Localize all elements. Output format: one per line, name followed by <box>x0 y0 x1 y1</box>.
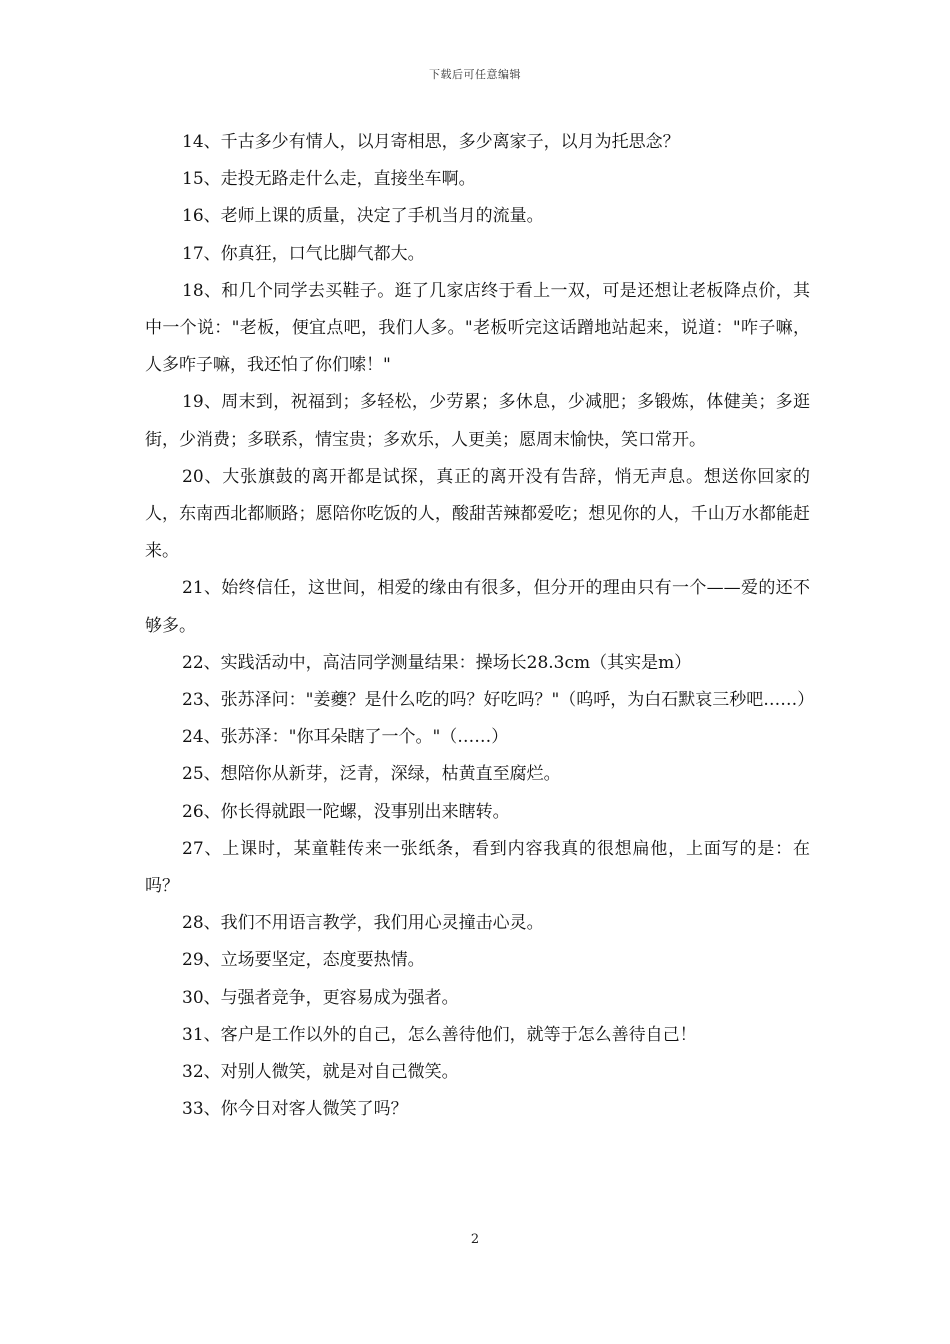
paragraph-23: 23、张苏泽问："姜夔？是什么吃的吗？好吃吗？"（呜呼，为白石默哀三秒吧……） <box>182 690 815 711</box>
paragraph-16: 16、老师上课的质量，决定了手机当月的流量。 <box>182 206 544 227</box>
paragraph-32: 32、对别人微笑，就是对自己微笑。 <box>182 1062 459 1083</box>
paragraph-19: 19、周末到，祝福到；多轻松，少劳累；多休息，少减肥；多锻炼，体健美；多逛街，少消费；多联系，情宝贵；多欢乐，人更美；愿周末愉快，笑口常开。 <box>145 392 810 450</box>
document-body <box>145 124 815 1128</box>
paragraph-15: 15、走投无路走什么走，直接坐车啊。 <box>182 169 476 190</box>
paragraph-26: 26、你长得就跟一陀螺，没事别出来瞎转。 <box>182 801 510 822</box>
paragraph-21: 21、始终信任，这世间，相爱的缘由有很多，但分开的理由只有一个——爱的还不够多。 <box>145 578 810 636</box>
page-header: 下载后可任意编辑 <box>429 68 521 81</box>
paragraph-30: 30、与强者竞争，更容易成为强者。 <box>182 987 459 1008</box>
page-number: 2 <box>470 1232 480 1247</box>
paragraph-27: 27、上课时，某童鞋传来一张纸条，看到内容我真的很想扁他，上面写的是：在吗？ <box>145 838 810 897</box>
paragraph-25: 25、想陪你从新芽，泛青，深绿，枯黄直至腐烂。 <box>182 764 561 785</box>
paragraph-29: 29、立场要坚定，态度要热情。 <box>182 950 425 971</box>
paragraph-24: 24、张苏泽："你耳朵瞎了一个。"（……） <box>182 727 509 748</box>
paragraph-14: 14、千古多少有情人，以月寄相思，多少离家子，以月为托思念？ <box>182 132 680 152</box>
paragraph-18: 18、和几个同学去买鞋子。逛了几家店终于看上一双，可是还想让老板降点价，其中一个说："老板，便宜点吧，我们人多。"老板听完这话蹭地站起来，说道："咋子嘛，人多咋子嘛，我还怕了你们嗦！" <box>145 280 810 376</box>
paragraph-33: 33、你今日对客人微笑了吗？ <box>182 1099 408 1120</box>
paragraph-28: 28、我们不用语言教学，我们用心灵撞击心灵。 <box>182 913 544 934</box>
paragraph-22: 22、实践活动中，高洁同学测量结果：操场长28.3cm（其实是m） <box>182 652 692 673</box>
paragraph-17: 17、你真狂，口气比脚气都大。 <box>182 243 425 264</box>
paragraph-31: 31、客户是工作以外的自己，怎么善待他们，就等于怎么善待自己！ <box>182 1024 697 1045</box>
paragraph-20: 20、大张旗鼓的离开都是试探，真正的离开没有告辞，悄无声息。想送你回家的人，东南西北都顺路；愿陪你吃饭的人，酸甜苦辣都爱吃；想见你的人，千山万水都能赶来。 <box>145 466 810 562</box>
